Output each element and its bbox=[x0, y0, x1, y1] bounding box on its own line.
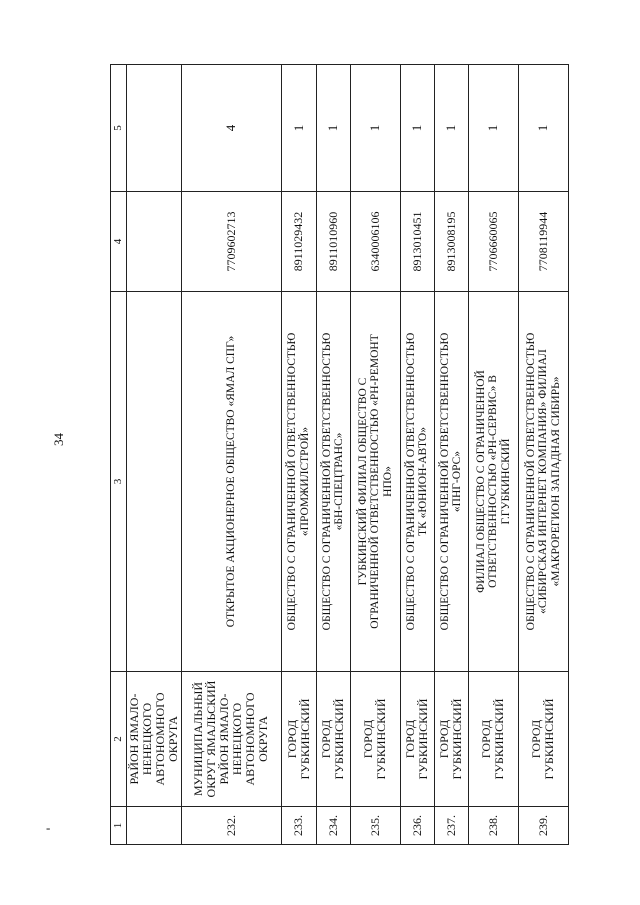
inn-cell: 7709602713 bbox=[181, 192, 281, 292]
inn-cell: 7708119944 bbox=[518, 192, 568, 292]
organization-cell: ОБЩЕСТВО С ОГРАНИЧЕННОЙ ОТВЕТСТВЕННОСТЬЮ «СИБИРСКАЯ ИНТЕРНЕТ КОМПАНИЯ» ФИЛИАЛ «МАКРОРЕГИОН ЗАПАДНАЯ СИБИРЬ» bbox=[518, 292, 568, 672]
municipality-cell: ГОРОД ГУБКИНСКИЙ bbox=[350, 672, 400, 807]
column-number: 1 bbox=[111, 807, 127, 845]
row-number: 239. bbox=[518, 807, 568, 845]
organization-cell: ОБЩЕСТВО С ОГРАНИЧЕННОЙ ОТВЕТСТВЕННОСТЬЮ ТК «ЮНИОН-АВТО» bbox=[400, 292, 434, 672]
column-number: 4 bbox=[111, 192, 127, 292]
count-cell: 1 bbox=[281, 65, 316, 192]
count-cell: 1 bbox=[468, 65, 518, 192]
organization-cell: ГУБКИНСКИЙ ФИЛИАЛ ОБЩЕСТВО С ОГРАНИЧЕННОЙ ОТВЕТСТВЕННОСТЬЮ «РН-РЕМОНТ НПО» bbox=[350, 292, 400, 672]
count-cell: 4 bbox=[181, 65, 281, 192]
row-number: 233. bbox=[281, 807, 316, 845]
count-cell: 1 bbox=[518, 65, 568, 192]
table-row bbox=[518, 65, 568, 845]
inn-cell: 8913008195 bbox=[434, 192, 468, 292]
row-number: 238. bbox=[468, 807, 518, 845]
inn-cell: 6340006106 bbox=[350, 192, 400, 292]
municipality-cell: ГОРОД ГУБКИНСКИЙ bbox=[400, 672, 434, 807]
row-number: 232. bbox=[181, 807, 281, 845]
inn-cell: 8913010451 bbox=[400, 192, 434, 292]
column-number: 3 bbox=[111, 292, 127, 672]
margin-mark: - bbox=[46, 820, 51, 835]
table-row bbox=[316, 65, 350, 845]
count-cell: 1 bbox=[434, 65, 468, 192]
municipality-cell: ГОРОД ГУБКИНСКИЙ bbox=[316, 672, 350, 807]
row-number bbox=[127, 807, 182, 845]
inn-cell bbox=[127, 192, 182, 292]
row-number: 236. bbox=[400, 807, 434, 845]
table-row bbox=[127, 65, 182, 845]
organization-cell: ФИЛИАЛ ОБЩЕСТВО С ОГРАНИЧЕННОЙ ОТВЕТСТВЕННОСТЬЮ «РН-СЕРВИС» В Г.ГУБКИНСКИЙ bbox=[468, 292, 518, 672]
inn-cell: 8911029432 bbox=[281, 192, 316, 292]
table-row bbox=[434, 65, 468, 845]
row-number: 234. bbox=[316, 807, 350, 845]
column-number: 5 bbox=[111, 65, 127, 192]
municipality-cell: ГОРОД ГУБКИНСКИЙ bbox=[281, 672, 316, 807]
employers-table bbox=[110, 64, 569, 845]
municipality-cell: ГОРОД ГУБКИНСКИЙ bbox=[518, 672, 568, 807]
table-row bbox=[400, 65, 434, 845]
row-number: 237. bbox=[434, 807, 468, 845]
organization-cell: ОТКРЫТОЕ АКЦИОНЕРНОЕ ОБЩЕСТВО «ЯМАЛ СПГ» bbox=[181, 292, 281, 672]
municipality-cell: ГОРОД ГУБКИНСКИЙ bbox=[434, 672, 468, 807]
organization-cell: ОБЩЕСТВО С ОГРАНИЧЕННОЙ ОТВЕТСТВЕННОСТЬЮ «ПРОМЖИЛСТРОЙ» bbox=[281, 292, 316, 672]
table-row bbox=[468, 65, 518, 845]
column-number-row bbox=[111, 65, 127, 845]
municipality-cell: РАЙОН ЯМАЛО- НЕНЕЦКОГО АВТОНОМНОГО ОКРУГА bbox=[127, 672, 182, 807]
page-number: 34 bbox=[51, 433, 66, 446]
count-cell: 1 bbox=[400, 65, 434, 192]
count-cell: 1 bbox=[316, 65, 350, 192]
inn-cell: 8911010960 bbox=[316, 192, 350, 292]
table-row bbox=[350, 65, 400, 845]
count-cell: 1 bbox=[350, 65, 400, 192]
municipality-cell: ГОРОД ГУБКИНСКИЙ bbox=[468, 672, 518, 807]
organization-cell bbox=[127, 292, 182, 672]
inn-cell: 7706660065 bbox=[468, 192, 518, 292]
row-number: 235. bbox=[350, 807, 400, 845]
municipality-cell: МУНИЦИПАЛЬНЫЙ ОКРУГ ЯМАЛЬСКИЙ РАЙОН ЯМАЛО- НЕНЕЦКОГО АВТОНОМНОГО ОКРУГА bbox=[181, 672, 281, 807]
organization-cell: ОБЩЕСТВО С ОГРАНИЧЕННОЙ ОТВЕТСТВЕННОСТЬЮ «ПНГ-ОРС» bbox=[434, 292, 468, 672]
organization-cell: ОБЩЕСТВО С ОГРАНИЧЕННОЙ ОТВЕТСТВЕННОСТЬЮ «БН-СПЕЦТРАНС» bbox=[316, 292, 350, 672]
column-number: 2 bbox=[111, 672, 127, 807]
table-row bbox=[281, 65, 316, 845]
table-row bbox=[181, 65, 281, 845]
count-cell bbox=[127, 65, 182, 192]
